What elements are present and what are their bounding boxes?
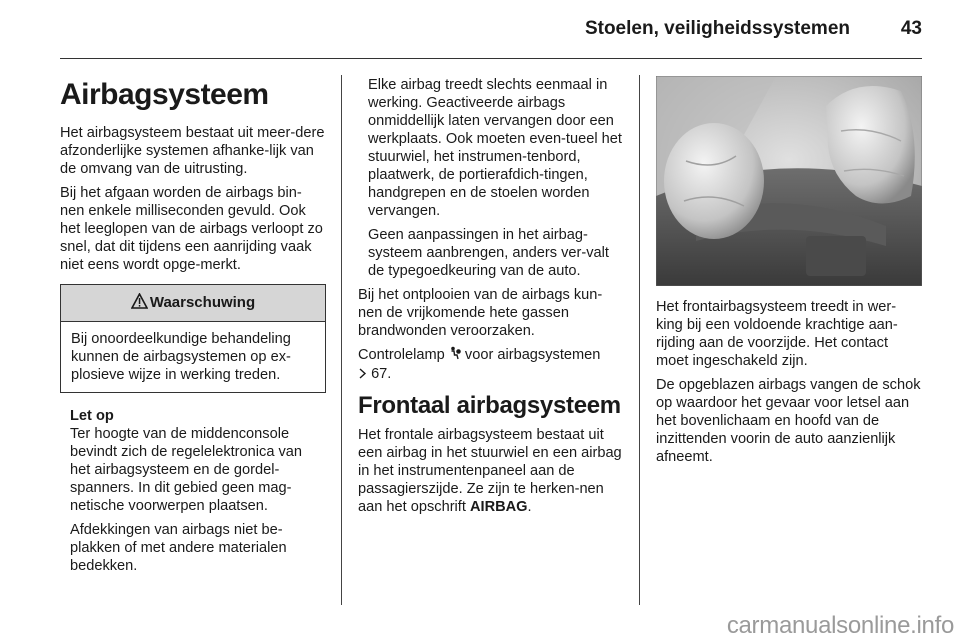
paragraph: Bij het ontplooien van de airbags kun-nen de vrijkomende hete gassen brandwonden veroorzaken. (358, 287, 603, 339)
note-block (60, 407, 326, 575)
paragraph: Ter hoogte van de middenconsole bevindt zich de regelelektronica van het airbagsysteem en de gordel-spanners. In dit gebied geen mag-netische voorwerpen plaatsen. (70, 426, 303, 514)
column-3 (656, 298, 922, 472)
section-heading-airbagsysteem: Airbagsysteem (60, 78, 269, 111)
column-1 (60, 76, 326, 581)
text-span: Controlelamp (358, 347, 449, 363)
text-span: voor airbagsystemen (460, 347, 601, 363)
page-reference-arrow-icon (358, 366, 367, 384)
page-number: 43 (900, 18, 922, 39)
column-divider-1 (341, 75, 342, 605)
warning-box (60, 284, 326, 393)
paragraph: Bij het afgaan worden de airbags bin-nen enkele milliseconden gevuld. Ook het leeglopen van de airbags verloopt zo snel, dat dit tijdens een aanrijding vaak niet eens wordt opge-merkt. (60, 185, 323, 273)
warning-triangle-icon (131, 293, 150, 314)
text-span: Het frontale airbagsysteem bestaat uit een airbag in het stuurwiel en een airbag in het instrumentenpaneel aan de passagierszijde. Ze zijn te herken-nen aan het opschrift (358, 427, 622, 515)
warning-body: Bij onoordeelkundige behandeling kunnen de airbagsystemen op ex-plosieve wijze in werking treden. (71, 331, 291, 383)
header-title: Stoelen, veiligheidssystemen (584, 18, 850, 39)
header-rule (60, 58, 922, 59)
column-divider-2 (639, 75, 640, 605)
text-span: . (527, 499, 532, 515)
paragraph: Het airbagsysteem bestaat uit meer-dere afzonderlijke systemen afhanke-lijk van de omvang van de uitrusting. (60, 125, 325, 177)
airbag-indicator-icon (449, 346, 461, 365)
paragraph: De opgeblazen airbags vangen de schok op waardoor het gevaar voor letsel aan het bovenlichaam en hoofd van de inzittenden voorin de auto aanzienlijk afneemt. (656, 377, 921, 465)
warning-header (61, 285, 325, 322)
warning-title: Waarschuwing (149, 294, 256, 311)
paragraph: Afdekkingen van airbags niet be-plakken of met andere materialen bedekken. (70, 522, 287, 574)
indented-block (358, 76, 624, 280)
note-title: Let op (70, 408, 114, 424)
paragraph (358, 426, 624, 516)
paragraph: Elke airbag treedt slechts eenmaal in werking. Geactiveerde airbags onmiddellijk laten vervangen door een werkplaats. Ook moeten even-tueel het stuurwiel, het instrumen-tenbord, plaatwerk, de portierafdich-tingen, handgrepen en de stoelen worden vervangen. (368, 77, 622, 219)
paragraph: Geen aanpassingen in het airbag-systeem aanbrengen, anders ver-valt de typegoedkeuring van de auto. (368, 227, 609, 279)
section-heading-frontaal: Frontaal airbagsysteem (358, 392, 621, 419)
watermark: carmanualsonline.info (726, 612, 954, 639)
page-reference[interactable]: 67. (371, 366, 392, 382)
paragraph: Het frontairbagsysteem treedt in wer-king bij een voldoende krachtige aan-rijding aan de voorzijde. Het contact moet ingeschakeld zijn. (656, 299, 898, 369)
airbag-deployment-photo (656, 76, 922, 286)
column-2 (358, 76, 624, 522)
paragraph-indicator-reference (358, 346, 624, 384)
airbag-label-text: AIRBAG (469, 499, 528, 515)
